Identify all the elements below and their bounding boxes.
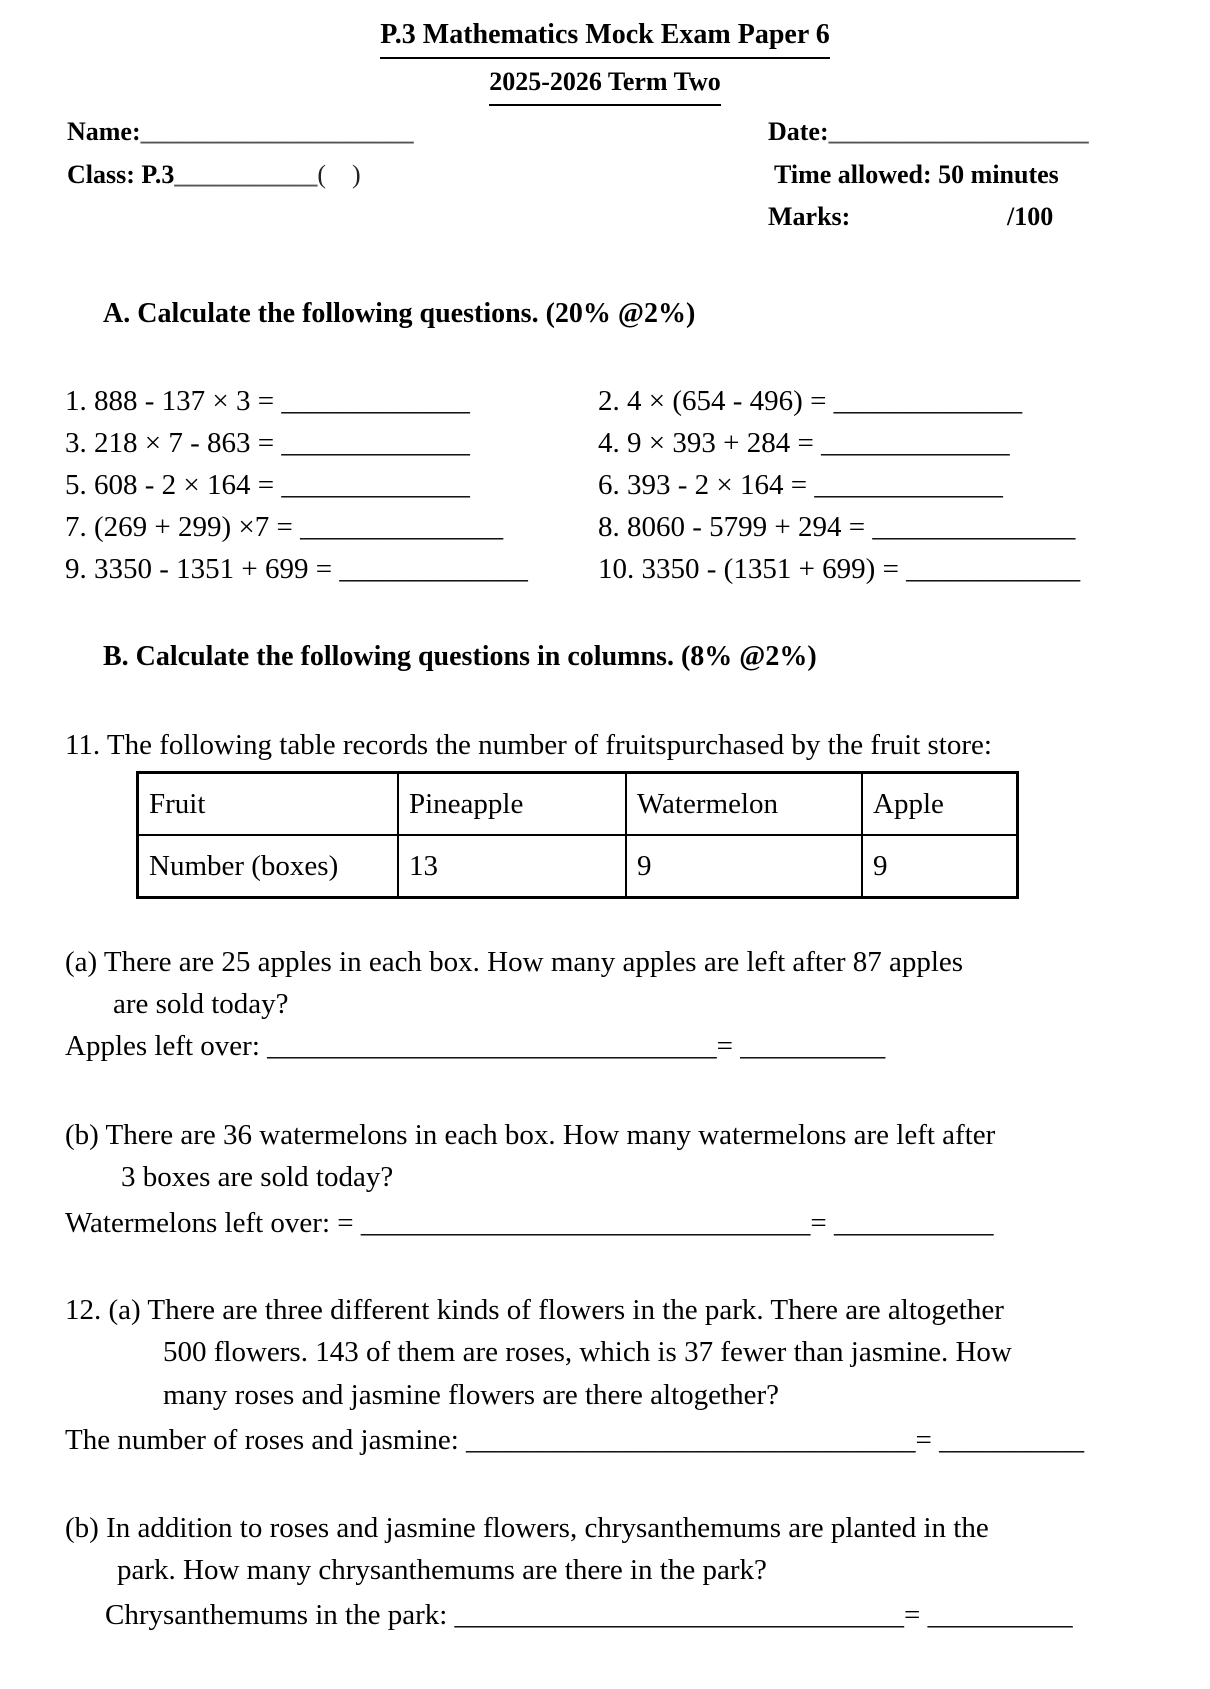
q12a-answer-line: The number of roses and jasmine: _______________________________= __________: [65, 1424, 1085, 1456]
page-title-text: P.3 Mathematics Mock Exam Paper 6: [380, 14, 830, 59]
q11b-line1: (b) There are 36 watermelons in each box. How many watermelons are left after: [65, 1119, 996, 1151]
class-label: Class: P.3: [67, 160, 175, 189]
section-a-heading: A. Calculate the following questions. (20% @2%): [103, 298, 696, 329]
question-4: 4. 9 × 393 + 284 = _____________: [598, 427, 1010, 459]
time-allowed-label: Time allowed: 50 minutes: [774, 160, 1059, 189]
section-b-heading: B. Calculate the following questions in columns. (8% @2%): [103, 641, 817, 672]
q12b-line1: (b) In addition to roses and jasmine flowers, chrysanthemums are planted in the: [65, 1512, 989, 1544]
marks-label: Marks:: [768, 202, 851, 231]
date-blank: ____________________: [828, 117, 1089, 146]
table-header-watermelon: Watermelon: [626, 773, 862, 836]
table-cell-watermelon-count: 9: [626, 835, 862, 898]
date-line: [768, 111, 1089, 153]
name-line: [67, 111, 414, 153]
table-cell-apple-count: 9: [862, 835, 1018, 898]
page-title: [0, 14, 1210, 59]
q11a-answer-line: Apples left over: _______________________________= __________: [65, 1030, 886, 1062]
question-9: 9. 3350 - 1351 + 699 = _____________: [65, 553, 528, 585]
q12a-line1: 12. (a) There are three different kinds of flowers in the park. There are altogether: [65, 1294, 1004, 1326]
question-10: 10. 3350 - (1351 + 699) = ____________: [598, 553, 1081, 585]
page-subtitle: [0, 61, 1210, 106]
question-1: 1. 888 - 137 × 3 = _____________: [65, 385, 470, 417]
question-7: 7. (269 + 299) ×7 = ______________: [65, 511, 504, 543]
class-paren: ( ): [317, 160, 361, 189]
page-subtitle-text: 2025-2026 Term Two: [489, 61, 721, 106]
q11a-line2: are sold today?: [113, 988, 289, 1020]
q12a-line2: 500 flowers. 143 of them are roses, which is 37 fewer than jasmine. How: [163, 1336, 1012, 1368]
name-label: Name:: [67, 117, 141, 146]
class-line: [67, 154, 361, 196]
table-cell-pineapple-count: 13: [398, 835, 626, 898]
question-5: 5. 608 - 2 × 164 = _____________: [65, 469, 470, 501]
question-3: 3. 218 × 7 - 863 = _____________: [65, 427, 470, 459]
q12b-answer-line: Chrysanthemums in the park: _______________________________= __________: [105, 1599, 1073, 1631]
table-cell-number-label: Number (boxes): [138, 835, 399, 898]
q12b-line2: park. How many chrysanthemums are there in the park?: [117, 1554, 767, 1586]
fruits-table-data-row: [138, 835, 1018, 898]
class-blank: ___________: [174, 160, 318, 189]
date-label: Date:: [768, 117, 829, 146]
marks-value: /100: [1007, 202, 1054, 231]
table-header-apple: Apple: [862, 773, 1018, 836]
q11b-answer-line: Watermelons left over: = _______________________________= ___________: [65, 1207, 994, 1239]
q12a-line3: many roses and jasmine flowers are there altogether?: [163, 1379, 779, 1411]
fruits-table: [136, 771, 1019, 899]
name-blank: _____________________: [140, 117, 414, 146]
fruits-table-header-row: [138, 773, 1018, 836]
q11a-line1: (a) There are 25 apples in each box. How many apples are left after 87 apples: [65, 946, 964, 978]
table-header-pineapple: Pineapple: [398, 773, 626, 836]
q11b-line2: 3 boxes are sold today?: [121, 1161, 394, 1193]
question-2: 2. 4 × (654 - 496) = _____________: [598, 385, 1023, 417]
question-8: 8. 8060 - 5799 + 294 = ______________: [598, 511, 1076, 543]
question-6: 6. 393 - 2 × 164 = _____________: [598, 469, 1003, 501]
table-header-fruit: Fruit: [138, 773, 399, 836]
q11-intro: 11. The following table records the number of fruitspurchased by the fruit store:: [65, 729, 992, 761]
